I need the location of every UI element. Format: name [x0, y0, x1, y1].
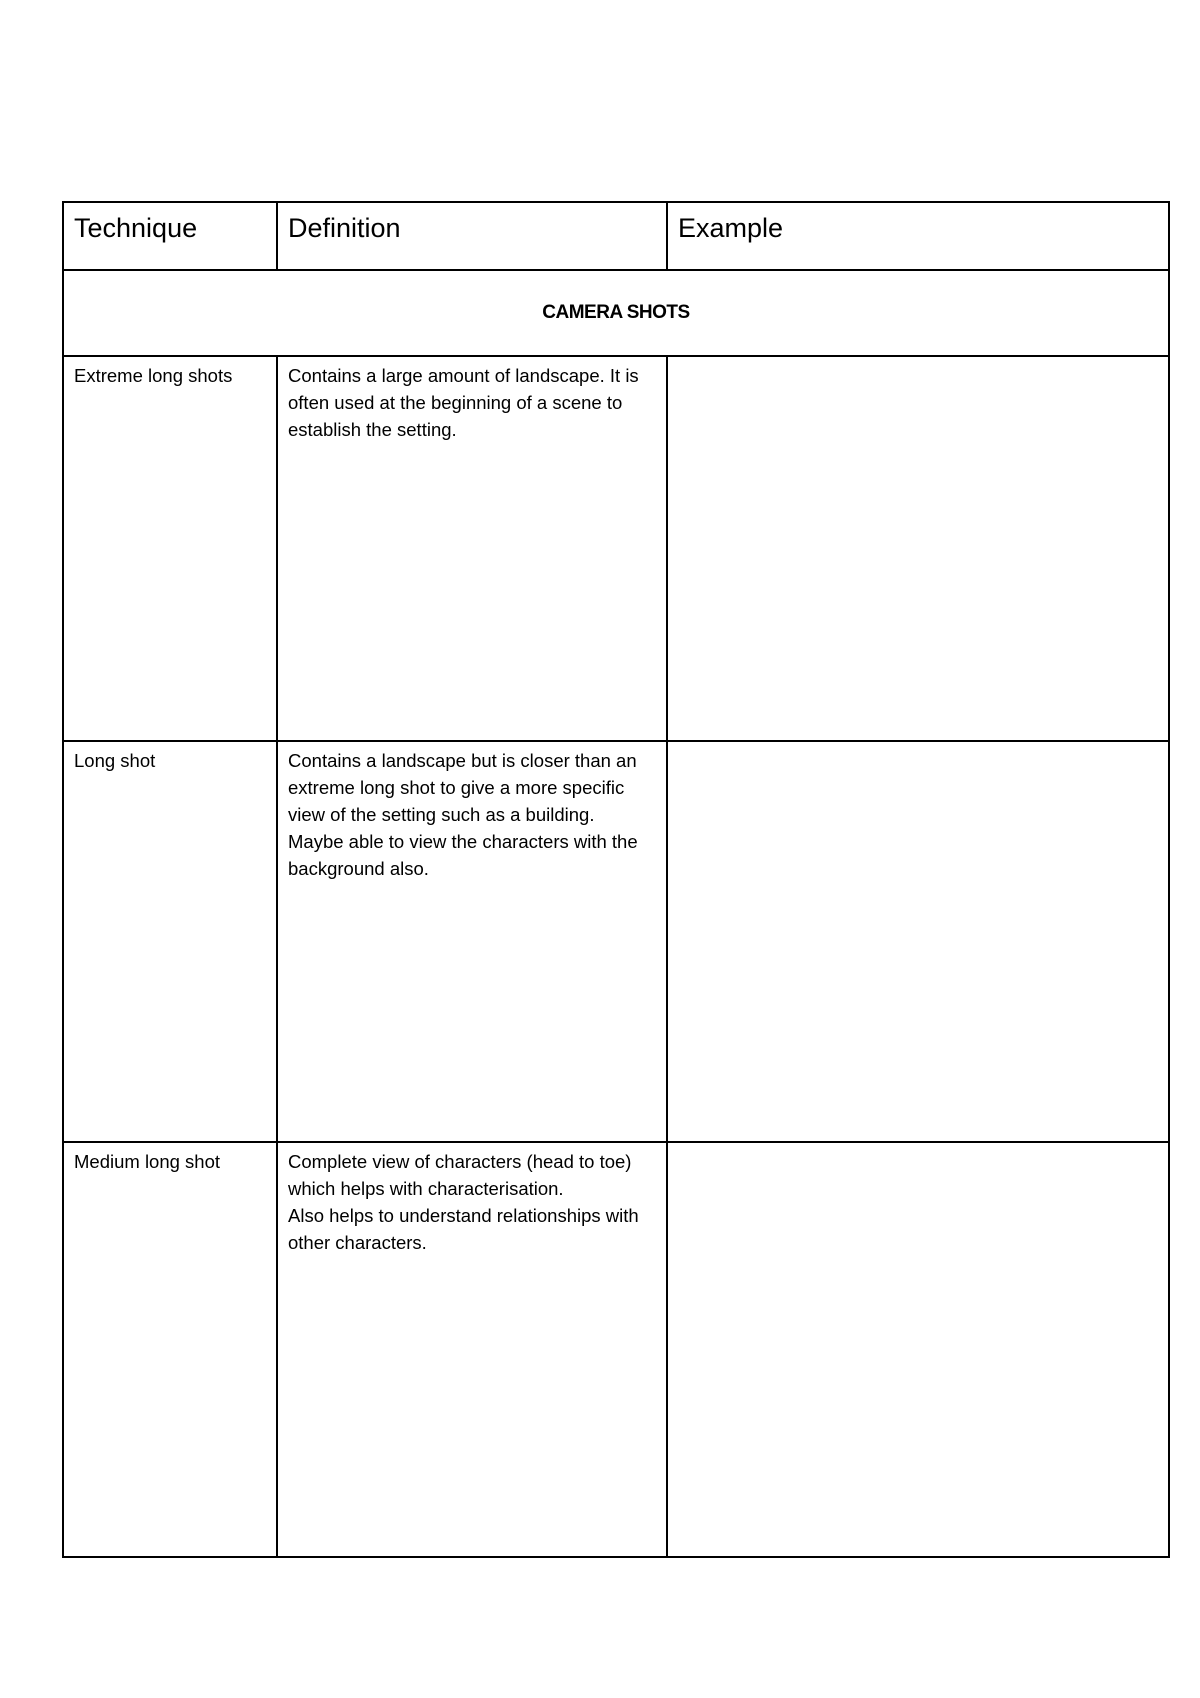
section-row [63, 270, 1169, 356]
definition-paragraph: Maybe able to view the characters with the background also. [288, 831, 638, 879]
technique-cell: Extreme long shots [63, 356, 277, 741]
example-cell [667, 1142, 1169, 1557]
technique-cell: Medium long shot [63, 1142, 277, 1557]
header-technique: Technique [63, 202, 277, 270]
table-row [63, 356, 1169, 741]
table-row [63, 1142, 1169, 1557]
section-title: CAMERA SHOTS [63, 270, 1169, 356]
definition-cell [277, 356, 667, 741]
example-cell [667, 356, 1169, 741]
header-definition: Definition [277, 202, 667, 270]
header-example: Example [667, 202, 1169, 270]
definition-paragraph: Complete view of characters (head to toe) which helps with characterisation. [288, 1151, 632, 1199]
definition-cell [277, 1142, 667, 1557]
definition-paragraph: Also helps to understand relationships with other characters. [288, 1205, 639, 1253]
table-header-row [63, 202, 1169, 270]
table-row [63, 741, 1169, 1142]
definition-paragraph: Contains a large amount of landscape. It is often used at the beginning of a scene to establish the setting. [288, 365, 639, 440]
example-cell [667, 741, 1169, 1142]
camera-shots-table [62, 201, 1170, 1558]
technique-cell: Long shot [63, 741, 277, 1142]
definition-paragraph: Contains a landscape but is closer than an extreme long shot to give a more specific view of the setting such as a building. [288, 750, 637, 825]
definition-cell [277, 741, 667, 1142]
